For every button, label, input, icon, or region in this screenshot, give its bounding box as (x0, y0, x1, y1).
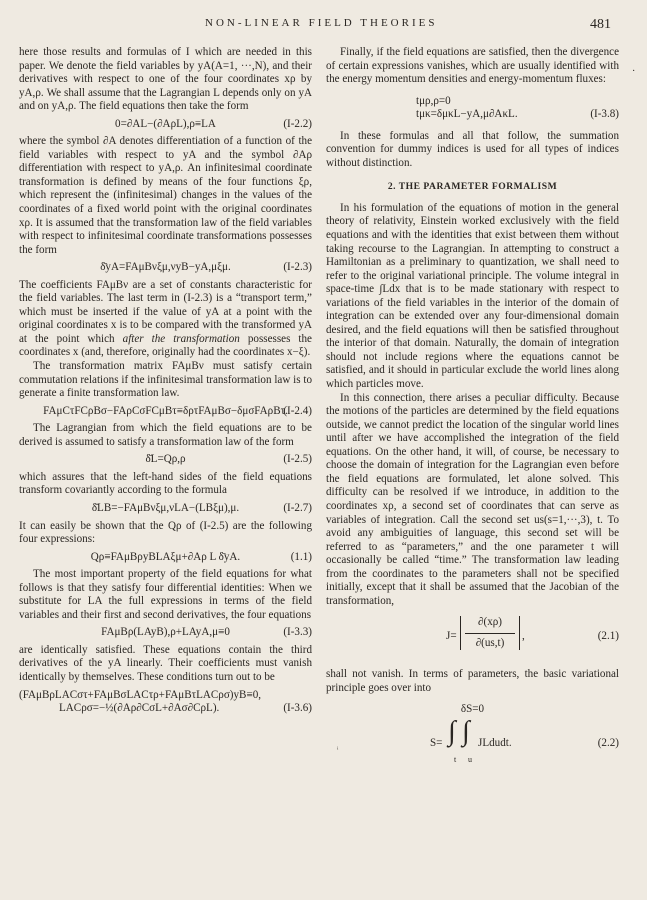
text-run: possesses the coordinates x (and, therefore, originally had the coordinates x−ξ). (19, 332, 312, 359)
equation-line: tμρ,ρ=0 (416, 94, 451, 107)
paragraph (326, 202, 619, 392)
inline-integral: ∫Ldx (379, 283, 401, 296)
equation-number: (1.1) (290, 550, 312, 563)
equation-punctuation: , (522, 630, 525, 643)
paragraph: which assures that the left-hand sides of the field equations transform covariantly according to the formula (19, 470, 312, 497)
equation-I-2.2 (19, 118, 312, 132)
equation-body: JLdudt. (478, 736, 512, 749)
paragraph: where the symbol ∂A denotes differentiation of a function of the field variables with respect to yA and the symbol ∂Aρ differentiation with respect to yA,ρ. An infinitesimal coordinate transformation is defined by means of the four functions ξρ, which represent the (infinitesimal) changes in the values of the coordinates of a fixed world point with the original coordinates xρ. It is assumed that the transformation law of the field variables with respect to infinitesimal coordinate transformations possesses the form (19, 135, 312, 256)
equation-number: (I-3.8) (590, 107, 619, 120)
equation-number: (2.1) (597, 630, 619, 643)
section-heading: 2. THE PARAMETER FORMALISM (387, 181, 558, 193)
integral-sign: ∫ (448, 715, 456, 747)
equation-number: (I-3.3) (283, 626, 312, 639)
equation-I-2.5 (19, 453, 312, 467)
page-header (0, 17, 647, 35)
paragraph: In these formulas and all that follow, the summation convention for dummy indices is used for all types of indices without distinction. (326, 129, 619, 169)
integral-sign: ∫ (462, 715, 470, 747)
equation-variation (326, 703, 619, 717)
equation-number: (I-2.4) (283, 404, 312, 417)
paragraph: The Lagrangian from which the field equations are to be derived is assumed to satisfy a transformation law of the form (19, 422, 312, 448)
integral-subscript: u (468, 754, 472, 764)
equation-I-3.8 (326, 95, 619, 122)
equation-line: (FAμBρLACστ+FAμBσLACτρ+FAμBτLACρσ)yB≡0, (19, 688, 262, 701)
equation-body: δ̄yA=FAμBνξμ,νyB−yA,μξμ. (100, 261, 231, 274)
paragraph: are identically satisfied. These equations contain the third derivatives of the yA linearly. Their coefficients must vanish identically by themselves. These conditions turn out to be (19, 643, 312, 683)
equation-number: (I-2.3) (283, 261, 312, 274)
paragraph: The transformation matrix FAμBν must satisfy certain commutation relations if the infinitesimal transformation law is to generate a finite transformation law. (19, 360, 312, 400)
equation-number: (I-2.7) (283, 501, 312, 514)
equation-I-2.3 (19, 261, 312, 275)
equation-body: 0=∂AL−(∂AρL),ρ≡LA (115, 117, 216, 130)
equation-number: (I-2.5) (283, 453, 312, 466)
equation-line: tμκ=δμκL−yA,μ∂AκL. (416, 108, 518, 121)
emphasis: after the transformation (122, 332, 240, 345)
equation-line: LACρσ=−½(∂Aρ∂CσL+∂Aσ∂CρL). (59, 702, 220, 715)
equation-body: δS=0 (460, 703, 485, 716)
equation-lhs: S= (430, 736, 443, 749)
text-run: In his formulation of the equations of motion in the general theory of relativity, Einstein worked exclusively with the field equations and with the identities that exist between them without taking recourse to the Lagrangian. In attempting to construct a Hamiltonian as a preliminary to quantization, we shall need to refer to the original variational principle. The volume integral in space-time (326, 201, 619, 296)
jacobian-determinant (460, 616, 520, 650)
equation-number: (I-3.6) (283, 701, 312, 714)
right-column (326, 46, 619, 773)
paragraph: The most important property of the field equations for what follows is that they satisfy four differential identities: When we substitute for LA the full expressions in terms of the field variables and their first and second derivatives, the four equations (19, 568, 312, 621)
equation-I-3.3 (19, 626, 312, 640)
paragraph: here those results and formulas of I which are needed in this paper. We denote the field variables by yA(A=1, ···,N), and their derivatives with respect to one of the four coordinates xρ by yA,ρ. We shall assume that the Lagrangian L depends only on yA and on yA,ρ. The field equations then take the form (19, 46, 312, 113)
equation-number: (I-2.2) (283, 117, 312, 130)
paragraph: In this connection, there arises a peculiar difficulty. Because the motions of the particles are determined by the field equations outside, we cannot predict the location of the singular world lines until after we have accomplished the integration of the field equations. On the other hand, it will, of course, be necessary to choose the domain of integration for the Lagrangian even before the field equations are formulated, let alone solved. This difficulty can be resolved if we introduce, in addition to the coordinates xρ, a second set of coordinates that can serve as variables of integration. Call the second set us(s=1,···,3), t. To avoid any ambiguities of language, this second set will be referred to as “parameters,” and the one parameter t will occasionally be called “time.” The transformation law leading from the coordinates to the parameters shall not be specified initially, except that it shall be assumed that the Jacobian of the transformation, (326, 391, 619, 607)
equation-I-2.7 (19, 502, 312, 516)
running-head: NON-LINEAR FIELD THEORIES (205, 17, 438, 29)
equation-lhs: J= (446, 630, 457, 643)
fraction-denominator: ∂(us,t) (475, 636, 505, 649)
equation-I-3.6 (19, 689, 312, 716)
equation-2.1 (326, 616, 619, 660)
stray-mark: ᵢ (337, 742, 339, 751)
paragraph: It can easily be shown that the Qρ of (I-2.5) are the following four expressions: (19, 519, 312, 546)
fraction-numerator: ∂(xρ) (465, 616, 515, 634)
equation-2.2 (326, 715, 619, 767)
integral-subscript: t (454, 754, 457, 764)
paragraph: Finally, if the field equations are satisfied, then the divergence of certain expressions vanishes, which are usually identified with the energy momentum densities and energy-momentum fluxes: (326, 46, 619, 86)
equation-body: δ̄LB=−FAμBνξμ,νLA−(LBξμ),μ. (91, 501, 240, 514)
text-run: The coefficients FAμBν are a set of constants characteristic for the field variables. The last term in (I-2.3) is a “transport term,” which must be inserted if the value of yA at a point with the original coordinates x is to be compared with the transformed yA at the point which (19, 278, 312, 345)
text-run: that is to be made stationary with respect to variations of the field variables in the interior of the domain of integration can be extended over any four-dimensional domain desired, and the field equations will then be satisfied throughout the interior of that domain. Naturally, the domain of integration should not include regions where the equations cannot be satisfied, and it should in particular exclude the world lines along which particles move. (326, 283, 619, 391)
equation-number: (2.2) (597, 736, 619, 749)
paragraph (19, 279, 312, 360)
left-column (19, 46, 312, 720)
equation-body: FAμCτFCρBσ−FAρCσFCμBτ≡δρτFAμBσ−δμσFAρBτ. (43, 404, 288, 417)
margin-dot: · (632, 66, 636, 77)
equation-body: Qρ≡FAμBρyBLAξμ+∂Aρ L δ̄yA. (90, 550, 241, 563)
equation-I-2.4 (19, 405, 312, 419)
paragraph: shall not vanish. In terms of parameters, the basic variational principle goes over into (326, 668, 619, 694)
equation-body: δ̄L=Qρ,ρ (145, 453, 186, 466)
equation-1.1 (19, 551, 312, 565)
page-number: 481 (590, 17, 611, 32)
equation-body: FAμBρ(LAyB),ρ+LAyA,μ≡0 (101, 626, 230, 639)
